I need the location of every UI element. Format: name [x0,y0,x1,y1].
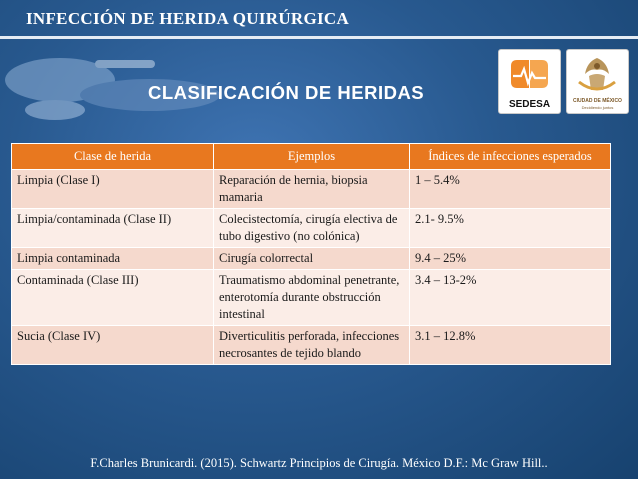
cell-indice: 2.1- 9.5% [410,209,611,248]
header-ejemplos: Ejemplos [214,144,410,170]
cell-ejemplos: Colecistectomía, cirugía electiva de tubo digestivo (no colónica) [214,209,410,248]
cell-clase: Limpia (Clase I) [12,170,214,209]
header-indices: Índices de infecciones esperados [410,144,611,170]
sedesa-logo-label: SEDESA [508,99,551,110]
table-row [12,326,611,365]
cell-indice: 3.4 – 13-2% [410,270,611,326]
cdmx-logo-label: CIUDAD DE MÉXICO [573,98,622,104]
wound-classification-table [11,143,611,365]
table-header-row [12,144,611,170]
cell-clase: Limpia contaminada [12,248,214,270]
table-row [12,270,611,326]
cell-clase: Sucia (Clase IV) [12,326,214,365]
cell-indice: 3.1 – 12.8% [410,326,611,365]
header-title: INFECCIÓN DE HERIDA QUIRÚRGICA [26,9,350,28]
table-row [12,248,611,270]
header-divider [0,36,638,39]
slide-title: CLASIFICACIÓN DE HERIDAS [148,82,425,103]
cell-ejemplos: Diverticulitis perforada, infecciones necrosantes de tejido blando [214,326,410,365]
cell-ejemplos: Cirugía colorrectal [214,248,410,270]
cell-clase: Limpia/contaminada (Clase II) [12,209,214,248]
header-clase: Clase de herida [12,144,214,170]
cell-ejemplos: Reparación de hernia, biopsia mamaria [214,170,410,209]
sedesa-logo [498,49,561,114]
cell-indice: 1 – 5.4% [410,170,611,209]
cell-indice: 9.4 – 25% [410,248,611,270]
cdmx-logo [566,49,629,114]
citation-footer: F.Charles Brunicardi. (2015). Schwartz Principios de Cirugía. México D.F.: Mc Graw Hill.. [90,456,548,470]
cell-clase: Contaminada (Clase III) [12,270,214,326]
cdmx-logo-tagline: Decidiendo juntos [581,105,614,110]
cell-ejemplos: Traumatismo abdominal penetrante, enterotomía durante obstrucción intestinal [214,270,410,326]
table-row [12,170,611,209]
table-row [12,209,611,248]
